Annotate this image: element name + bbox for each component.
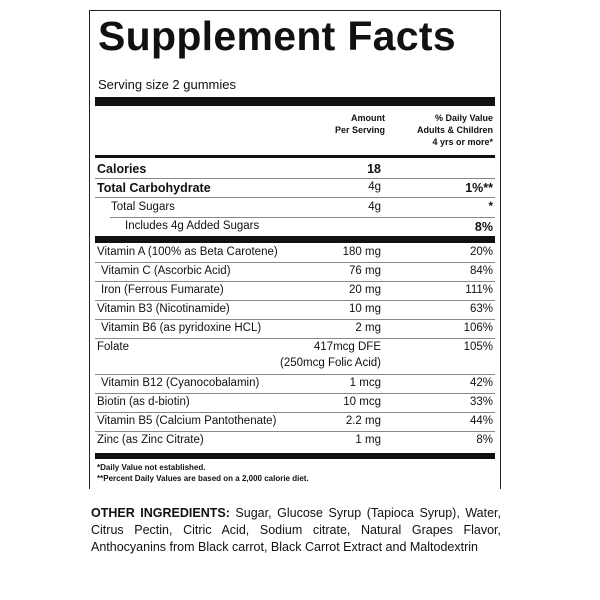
ingredients-label: OTHER INGREDIENTS: (91, 506, 230, 520)
row-divider (95, 319, 495, 320)
macro-name: Includes 4g Added Sugars (125, 220, 260, 232)
footnote-dv-not-established: *Daily Value not established. (97, 463, 206, 472)
nutrient-dv: 106% (463, 322, 493, 334)
ingredients-text: Sugar, Glucose Syrup (Tapioca Syrup), Water, Citrus Pectin, Citric Acid, Sodium citrate, Natural Grapes Flavor, Anthocyanins from Black carrot, Black Carrot Extract and Maltodextrin (91, 506, 501, 554)
amount-header-line2: Per Serving (334, 125, 385, 135)
macro-name: Calories (97, 162, 147, 176)
row-divider (95, 431, 495, 432)
nutrient-name: Biotin (as d-biotin) (97, 396, 190, 408)
nutrient-name: Vitamin A (100% as Beta Carotene) (97, 246, 278, 258)
row-divider (95, 262, 495, 263)
macro-dv: 1%** (465, 181, 493, 195)
row-divider (95, 300, 495, 301)
row-divider (110, 217, 495, 218)
macro-amount: 4g (368, 201, 381, 213)
row-divider (95, 412, 495, 413)
daily-value-header (417, 112, 493, 148)
nutrient-amount-detail: (250mcg Folic Acid) (280, 357, 381, 369)
row-divider (95, 178, 495, 179)
nutrient-amount: 10 mcg (343, 396, 381, 408)
row-divider (95, 281, 495, 282)
nutrient-amount: 180 mg (342, 246, 381, 258)
thick-divider (95, 97, 495, 106)
medium-divider (95, 155, 495, 158)
nutrient-dv: 84% (469, 265, 493, 277)
macro-amount: 18 (367, 162, 381, 176)
nutrient-amount: 76 mg (349, 265, 381, 277)
nutrient-amount: 2 mg (355, 322, 381, 334)
row-divider (95, 374, 495, 375)
dv-header-line3: 4 yrs or more* (432, 137, 493, 147)
other-ingredients (91, 505, 501, 556)
thick-divider (95, 236, 495, 243)
nutrient-amount: 1 mcg (349, 377, 381, 389)
nutrient-amount: 2.2 mg (345, 415, 381, 427)
macro-amount: 4g (368, 181, 381, 193)
nutrient-dv: 105% (463, 341, 493, 353)
nutrient-name: Vitamin B3 (Nicotinamide) (97, 303, 230, 315)
nutrient-name: Zinc (as Zinc Citrate) (97, 434, 204, 446)
nutrient-dv: 42% (469, 377, 493, 389)
nutrient-amount: 1 mg (355, 434, 381, 446)
nutrient-name: Vitamin C (Ascorbic Acid) (101, 265, 231, 277)
dv-header-line1: % Daily Value (434, 113, 493, 123)
nutrient-name: Iron (Ferrous Fumarate) (101, 284, 224, 296)
nutrient-dv: 20% (469, 246, 493, 258)
amount-header-line1: Amount (351, 113, 385, 123)
nutrient-amount: 10 mg (349, 303, 381, 315)
macro-dv: 8% (474, 220, 493, 234)
nutrient-name: Vitamin B12 (Cyanocobalamin) (101, 377, 260, 389)
nutrient-amount: 417mcg DFE (313, 341, 381, 353)
row-divider (95, 197, 495, 198)
row-divider (95, 338, 495, 339)
nutrient-name: Vitamin B5 (Calcium Pantothenate) (97, 415, 277, 427)
macro-name: Total Sugars (111, 201, 175, 213)
nutrient-dv: 44% (469, 415, 493, 427)
nutrient-dv: 63% (469, 303, 493, 315)
macro-dv: * (488, 201, 493, 213)
supplement-facts-panel (89, 10, 501, 489)
nutrient-dv: 33% (469, 396, 493, 408)
amount-header (335, 112, 385, 136)
nutrient-name: Vitamin B6 (as pyridoxine HCL) (101, 322, 262, 334)
nutrient-dv: 8% (476, 434, 493, 446)
macro-name: Total Carbohydrate (97, 181, 211, 195)
nutrient-name: Folate (97, 341, 129, 353)
nutrient-amount: 20 mg (349, 284, 381, 296)
row-divider (95, 393, 495, 394)
dv-header-line2: Adults & Children (417, 125, 493, 135)
nutrient-dv: 111% (465, 284, 493, 296)
serving-size: Serving size 2 gummies (98, 77, 236, 92)
panel-title: Supplement Facts (98, 13, 456, 59)
footnote-calorie-diet: **Percent Daily Values are based on a 2,000 calorie diet. (97, 474, 309, 483)
thick-divider (95, 453, 495, 459)
